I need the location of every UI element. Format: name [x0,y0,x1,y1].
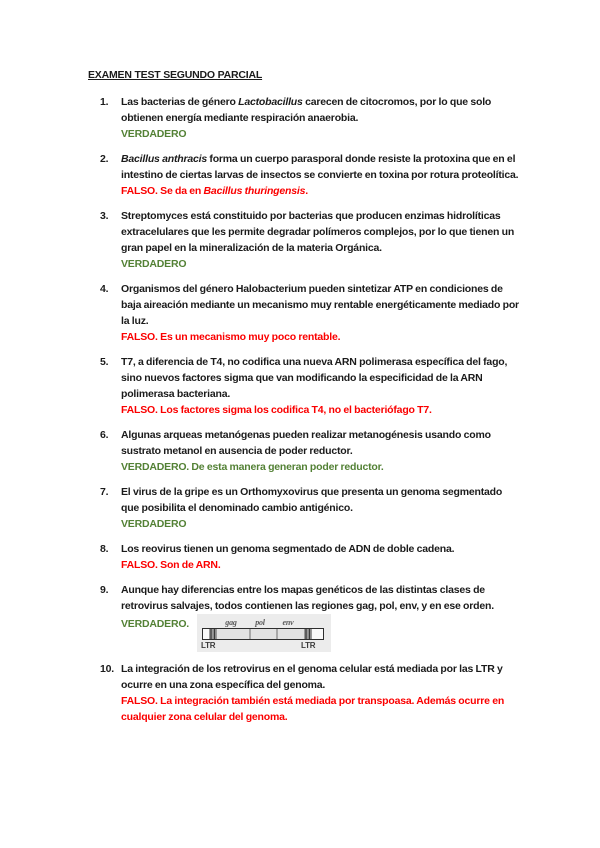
text-segment: Organismos del género Halobacterium pueden sintetizar ATP en condiciones de baja aireación mediante un mecanismo muy rentable energéticamente mediado por la luz. [121,283,519,327]
question-number: 5. [100,356,109,368]
question-number: 6. [100,429,109,441]
text-segment: VERDADERO [121,518,187,530]
question-item [100,281,522,345]
question-body [121,208,522,272]
text-segment: FALSO. Son de ARN. [121,559,221,571]
question-body [121,541,522,573]
ltr-block-right [304,629,312,639]
text-segment: T7, a diferencia de T4, no codifica una nueva ARN polimerasa específica del fago, sino nuevos factores sigma que van modificando la especificidad de la ARN polimerasa bacteriana. [121,356,508,400]
answer-text [121,461,384,473]
text-segment-italic: Lactobacillus [238,96,303,108]
question-number: 7. [100,486,109,498]
answer-text [121,695,504,723]
question-body [121,94,522,142]
question-answer [121,256,522,272]
question-body [121,484,522,532]
retrovirus-genome-map-image [197,614,331,652]
question-body [121,151,522,199]
page-title: EXAMEN TEST SEGUNDO PARCIAL [88,69,263,81]
question-number: 9. [100,584,109,596]
genome-region-fill [217,629,304,639]
question-item [100,354,522,418]
text-segment: VERDADERO. De esta manera generan poder reductor. [121,461,384,473]
question-answer [121,614,522,652]
text-segment: Aunque hay diferencias entre los mapas genéticos de las distintas clases de retrovirus salvajes, todos contienen las regiones gag, pol, env, y en ese orden. [121,584,494,612]
answer-text [121,185,308,197]
gene-label-gag: gag [225,618,237,627]
text-segment-italic: Bacillus anthracis [121,153,207,165]
question-body [121,661,522,725]
question-item [100,661,522,725]
text-segment: FALSO. La integración también está mediada por transpoasa. Además ocurre en cualquier zona celular del genoma. [121,695,505,723]
question-number: 10. [100,663,114,675]
ltr-block-left [209,629,217,639]
question-body [121,281,522,345]
question-answer [121,402,522,418]
gene-label-pol: pol [255,618,265,627]
question-number: 2. [100,153,109,165]
question-list [100,94,522,725]
question-text [121,208,522,256]
answer-text [121,331,340,343]
text-segment: VERDADERO [121,258,187,270]
text-segment: forma un cuerpo parasporal donde resiste la protoxina que en el intestino de ciertas larvas de insectos se convierte en toxina por rotura proteolítica. [121,153,519,181]
question-item [100,582,522,652]
text-segment: Los reovirus tienen un genoma segmentado de ADN de doble cadena. [121,543,455,555]
answer-text [121,258,186,270]
question-item [100,541,522,573]
question-item [100,427,522,475]
question-number: 1. [100,96,109,108]
answer-text [121,128,186,140]
question-body [121,582,522,652]
answer-text [121,404,432,416]
question-text [121,541,522,557]
question-number: 4. [100,283,109,295]
text-segment: VERDADERO. [121,618,190,630]
question-answer [121,693,522,725]
question-body [121,354,522,418]
question-item [100,208,522,272]
text-segment: La integración de los retrovirus en el genoma celular está mediada por las LTR y ocurre en una zona específica del genoma. [121,663,503,691]
answer-text [121,559,221,571]
question-answer [121,459,522,475]
question-answer [121,329,522,345]
text-segment: Las bacterias de género [121,96,239,108]
text-segment: Algunas arqueas metanógenas pueden realizar metanogénesis usando como sustrato metanol en ausencia de poder reductor. [121,429,491,457]
question-answer [121,557,522,573]
question-item [100,151,522,199]
text-segment: . [305,185,308,197]
text-segment: FALSO. Se da en [121,185,204,197]
text-segment: FALSO. Es un mecanismo muy poco rentable. [121,331,341,343]
answer-text [121,518,186,530]
text-segment: carecen de citocromos, por lo que solo obtienen energía mediante respiración anaerobia. [121,96,492,124]
question-answer [121,126,522,142]
question-number: 8. [100,543,109,555]
question-item [100,94,522,142]
question-body [121,427,522,475]
question-text [121,281,522,329]
question-text [121,661,522,693]
question-number: 3. [100,210,109,222]
question-answer [121,516,522,532]
question-text [121,354,522,402]
ltr-label-left: LTR [201,641,216,650]
ltr-label-right: LTR [301,641,316,650]
text-segment-italic: Bacillus thuringensis [203,185,306,197]
question-text [121,427,522,459]
question-text [121,582,522,614]
text-segment: VERDADERO [121,128,187,140]
answer-text [121,616,189,632]
text-segment: Streptomyces está constituido por bacterias que producen enzimas hidrolíticas extracelulares que les permite degradar polímeros complejos, por lo que tienen un gran papel en la mineralización de la materia Orgánica. [121,210,515,254]
question-text [121,484,522,516]
question-answer [121,183,522,199]
text-segment: El virus de la gripe es un Orthomyxovirus que presenta un genoma segmentado que posibilita el denominado cambio antigénico. [121,486,503,514]
question-item [100,484,522,532]
question-text [121,94,522,126]
text-segment: FALSO. Los factores sigma los codifica T4, no el bacteriófago T7. [121,404,432,416]
question-text [121,151,522,183]
gene-label-env: env [282,618,294,627]
